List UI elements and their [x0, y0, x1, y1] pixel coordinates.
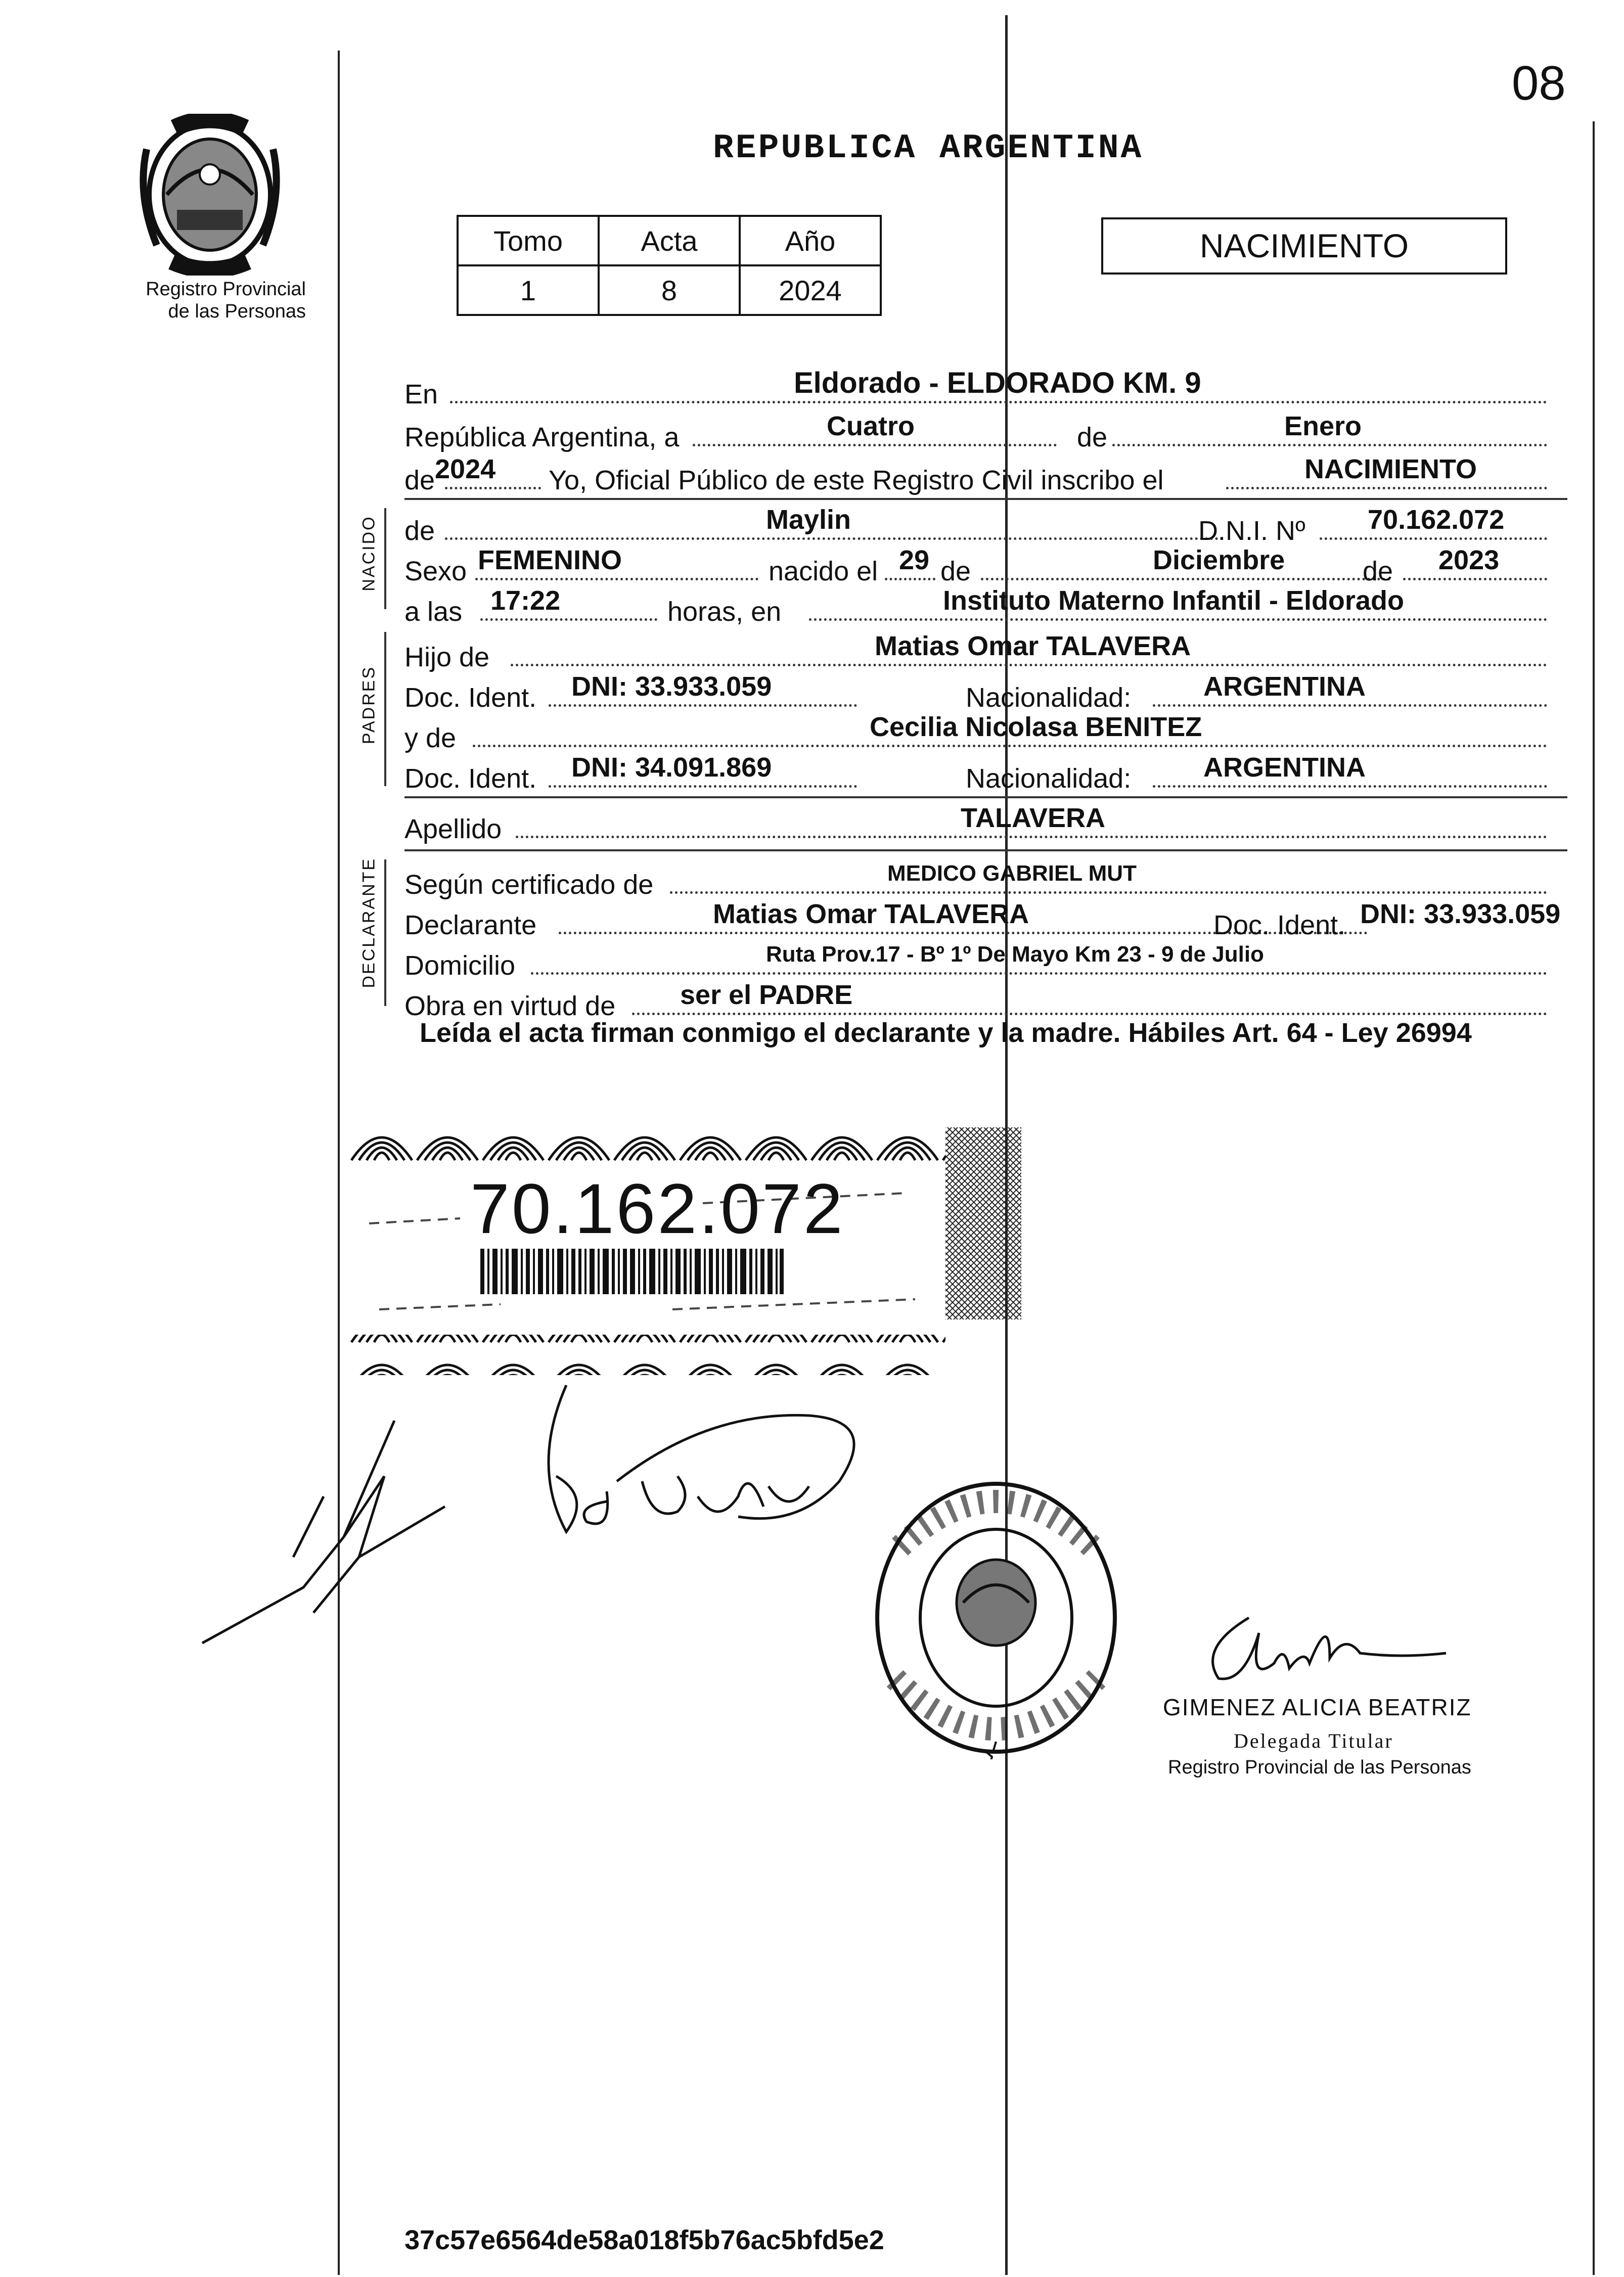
nacido-el-label: nacido el	[769, 556, 878, 586]
header-divider	[404, 498, 1567, 500]
republica-label: República Argentina, a	[404, 422, 680, 452]
padre-dotted-line	[511, 664, 1547, 666]
delegate-signature	[1188, 1603, 1451, 1704]
barcode	[480, 1249, 784, 1294]
hora-dotted-line	[480, 618, 657, 621]
header-tomo: Tomo	[458, 216, 599, 265]
tipo-value: NACIMIENTO	[1304, 454, 1477, 484]
padre-nacionalidad-label: Nacionalidad:	[966, 682, 1132, 713]
section-label-declarante: DECLARANTE	[359, 857, 379, 988]
closing-statement: Leída el acta firman conmigo el declarante y la madre. Hábiles Art. 64 - Ley 26994	[420, 1018, 1472, 1048]
nacido-section-bar	[384, 508, 386, 609]
provincial-seal-logo	[126, 114, 298, 278]
anio-value: 2024	[435, 454, 496, 484]
declarante-value: Matias Omar TALAVERA	[713, 899, 1029, 929]
declarante-doc-label: Doc. Ident.	[1213, 910, 1346, 940]
declarante-doc-value: DNI: 33.933.059	[1360, 899, 1561, 929]
dia-value: Cuatro	[827, 411, 915, 441]
madre-nac-value: ARGENTINA	[1203, 752, 1366, 783]
padre-nac-dotted-line	[1153, 704, 1547, 707]
certificado-dotted-line	[670, 891, 1547, 894]
value-tomo: 1	[458, 265, 599, 315]
document-title: REPUBLICA ARGENTINA	[713, 129, 1144, 168]
lugar-value: Instituto Materno Infantil - Eldorado	[943, 585, 1404, 616]
de3-label: de	[404, 516, 435, 546]
dni-label: D.N.I. Nº	[1198, 516, 1305, 546]
padre-doc-dotted-line	[549, 704, 857, 707]
delegate-org: Registro Provincial de las Personas	[1168, 1757, 1471, 1778]
value-acta: 8	[599, 265, 740, 315]
padre-nac-value: ARGENTINA	[1203, 671, 1366, 702]
nacido-mes-value: Diciembre	[1153, 545, 1285, 575]
dia-dotted-line	[693, 444, 1057, 446]
de5-label: de	[1363, 556, 1393, 586]
apellido-dotted-line	[516, 836, 1547, 838]
domicilio-dotted-line	[531, 972, 1547, 975]
sticker-number: 70.162.072	[470, 1169, 845, 1248]
certificado-label: Según certificado de	[404, 870, 654, 900]
sexo-value: FEMENINO	[478, 545, 622, 575]
delegate-role: Delegada Titular	[1234, 1729, 1393, 1752]
official-registry-stamp	[870, 1476, 1122, 1759]
sexo-dotted-line	[475, 578, 758, 580]
madre-dotted-line	[473, 745, 1547, 747]
record-table	[457, 215, 882, 316]
apellido-label: Apellido	[404, 814, 502, 844]
de2-label: de	[404, 465, 435, 495]
certificado-value: MEDICO GABRIEL MUT	[887, 861, 1137, 886]
domicilio-value: Ruta Prov.17 - Bº 1º De Mayo Km 23 - 9 de Julio	[766, 942, 1264, 967]
registry-logo-label: Registro Provincial de las Personas	[146, 279, 306, 322]
de4-label: de	[940, 556, 971, 586]
declarant-signature	[192, 1405, 455, 1658]
obra-label: Obra en virtud de	[404, 991, 616, 1021]
tipo-dotted-line	[1226, 487, 1547, 489]
madre-value: Cecilia Nicolasa BENITEZ	[870, 712, 1202, 742]
mes-dotted-line	[1112, 444, 1547, 446]
madre-doc-value: DNI: 34.091.869	[571, 752, 772, 783]
nacido-dia-dotted-line	[885, 578, 935, 580]
en-value: Eldorado - ELDORADO KM. 9	[794, 367, 1201, 399]
delegate-name: GIMENEZ ALICIA BEATRIZ	[1163, 1694, 1472, 1720]
padres-section-bar	[384, 632, 386, 786]
declarante-section-bar	[384, 859, 386, 1006]
padre-doc-value: DNI: 33.933.059	[571, 671, 772, 702]
nombre-value: Maylin	[766, 505, 851, 535]
padres-divider	[404, 796, 1567, 798]
section-label-nacido: NACIDO	[359, 515, 379, 591]
dni-value: 70.162.072	[1368, 505, 1505, 535]
obra-dotted-line	[632, 1013, 1547, 1015]
mother-signature	[526, 1365, 890, 1577]
section-label-padres: PADRES	[359, 665, 379, 745]
hora-value: 17:22	[490, 585, 561, 616]
page-number: 08	[1512, 56, 1566, 110]
header-anio: Año	[740, 216, 881, 265]
horas-en-label: horas, en	[667, 597, 782, 627]
en-label: En	[404, 379, 438, 409]
value-anio: 2024	[740, 265, 881, 315]
padre-value: Matias Omar TALAVERA	[875, 631, 1191, 661]
left-margin-line	[338, 51, 340, 2275]
record-type-box: NACIMIENTO	[1101, 217, 1507, 275]
header-acta: Acta	[599, 216, 740, 265]
domicilio-label: Domicilio	[404, 950, 516, 981]
apellido-value: TALAVERA	[961, 803, 1105, 833]
declarante-label: Declarante	[404, 910, 537, 940]
de-label: de	[1077, 422, 1108, 452]
nacido-mes-dotted-line	[981, 578, 1390, 580]
lugar-dotted-line	[809, 618, 1547, 621]
obra-value: ser el PADRE	[680, 980, 853, 1010]
nombre-dotted-line	[445, 537, 1224, 540]
mes-value: Enero	[1284, 411, 1362, 441]
en-dotted-line	[450, 401, 1547, 403]
oficial-text: Yo, Oficial Público de este Registro Civil inscribo el	[549, 465, 1164, 495]
madre-nac-dotted-line	[1153, 785, 1547, 788]
a-las-label: a las	[404, 597, 463, 627]
apellido-divider	[404, 849, 1567, 851]
document-hash: 37c57e6564de58a018f5b76ac5bfd5e2	[404, 2225, 884, 2255]
right-margin-line	[1593, 121, 1595, 2275]
nacido-anio-dotted-line	[1403, 578, 1547, 580]
nacido-dia-value: 29	[899, 545, 930, 575]
nacido-anio-value: 2023	[1438, 545, 1500, 575]
dni-dotted-line	[1320, 537, 1547, 540]
madre-doc-dotted-line	[549, 785, 857, 788]
madre-doc-label: Doc. Ident.	[404, 763, 537, 794]
y-de-label: y de	[404, 723, 457, 753]
sexo-label: Sexo	[404, 556, 467, 586]
hijo-de-label: Hijo de	[404, 642, 490, 672]
anio-dotted-line	[445, 487, 541, 489]
madre-nacionalidad-label: Nacionalidad:	[966, 763, 1132, 794]
padre-doc-label: Doc. Ident.	[404, 682, 537, 713]
